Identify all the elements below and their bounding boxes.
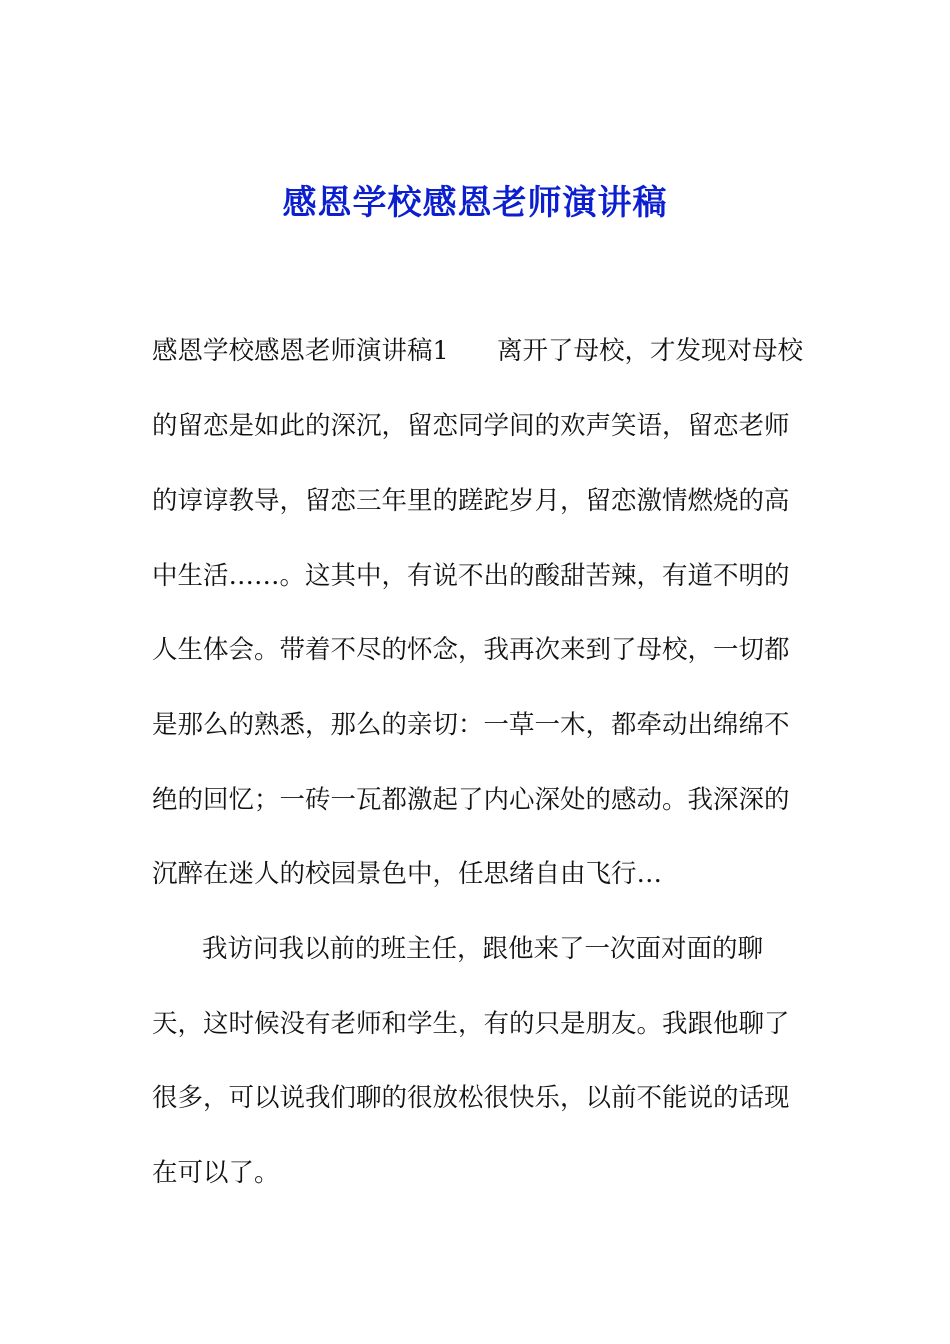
paragraph1-line-8: 沉醉在迷人的校园景色中，任思绪自由飞行…: [152, 859, 663, 889]
paragraph1-line-2: 的留恋是如此的深沉，留恋同学间的欢声笑语，留恋老师: [152, 411, 790, 441]
paragraph2-line-2: 天，这时候没有老师和学生，有的只是朋友。我跟他聊了: [152, 1009, 790, 1039]
section-heading: 感恩学校感恩老师演讲稿1: [152, 336, 449, 366]
paragraph1-line-1-text: 离开了母校，才发现对母校: [497, 336, 804, 366]
document-title: 感恩学校感恩老师演讲稿: [282, 183, 668, 223]
paragraph1-line-7: 绝的回忆；一砖一瓦都激起了内心深处的感动。我深深的: [152, 785, 790, 815]
paragraph1-line-3: 的谆谆教导，留恋三年里的蹉跎岁月，留恋激情燃烧的高: [152, 486, 790, 516]
paragraph2-line-3: 很多，可以说我们聊的很放松很快乐，以前不能说的话现: [152, 1083, 790, 1113]
paragraph1-line-6: 是那么的熟悉，那么的亲切：一草一木，都牵动出绵绵不: [152, 710, 790, 740]
paragraph1-line-4: 中生活……。这其中，有说不出的酸甜苦辣，有道不明的: [152, 561, 790, 591]
paragraph2-line-1: 我访问我以前的班主任，跟他来了一次面对面的聊: [202, 934, 764, 964]
paragraph1-line-1: [152, 333, 803, 369]
paragraph1-line-5: 人生体会。带着不尽的怀念，我再次来到了母校，一切都: [152, 635, 790, 665]
paragraph2-line-4: 在可以了。: [152, 1158, 280, 1188]
